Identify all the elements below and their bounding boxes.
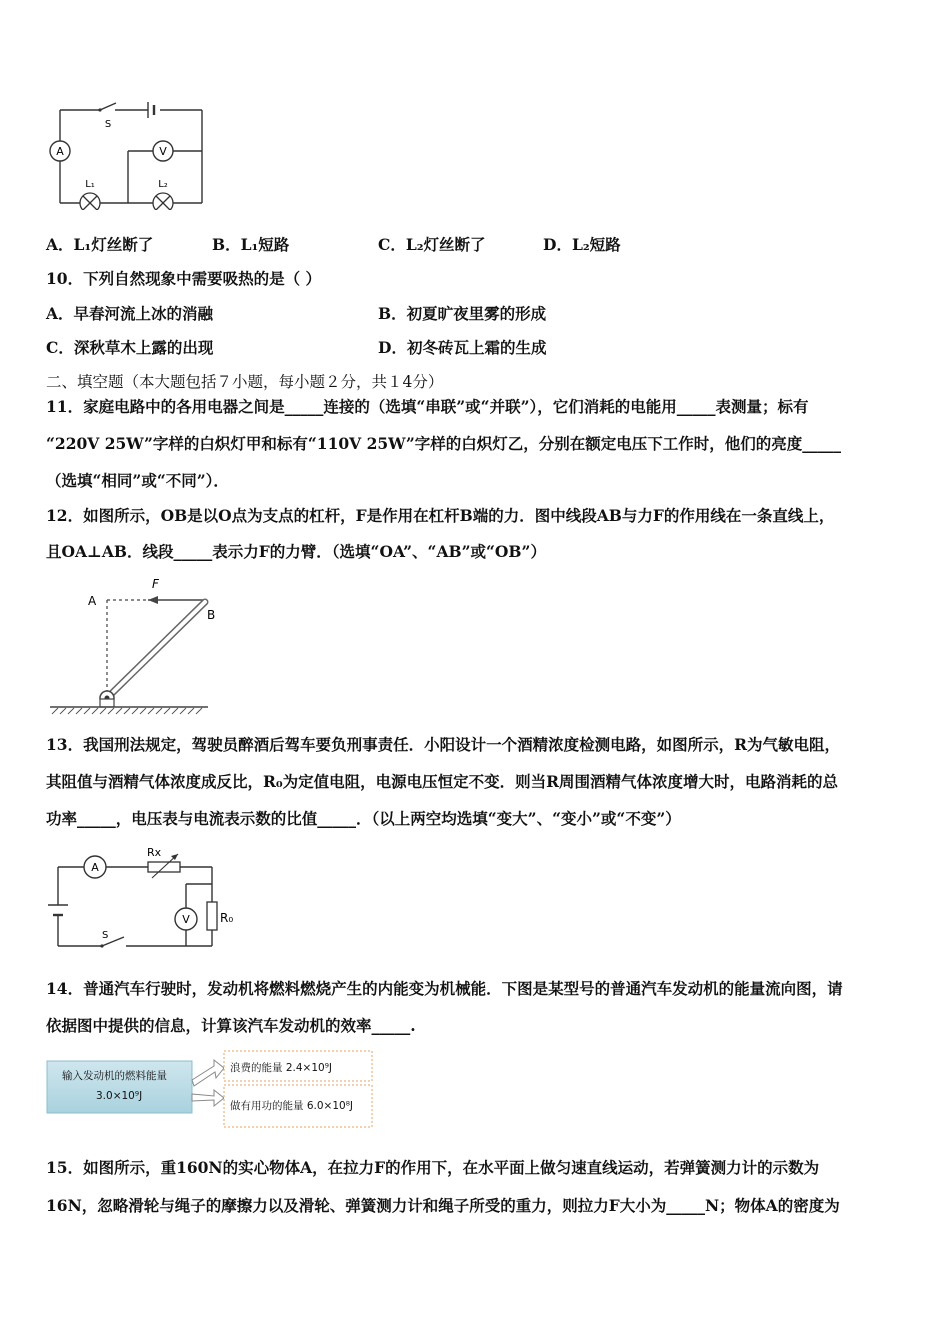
q13-line-2: 其阻值与酒精气体浓度成反比，R₀为定值电阻，电源电压恒定不变．则当R周围酒精气体浓度增大时，电路消耗的总 (46, 772, 839, 791)
voltmeter-label: V (182, 913, 190, 926)
q9-option-c: C．L₂灯丝断了 (378, 235, 486, 254)
figure-13-circuit (44, 842, 244, 952)
q9-option-b: B．L₁短路 (212, 235, 290, 254)
r0-label: R₀ (220, 911, 234, 925)
waste-arrow (192, 1060, 224, 1086)
switch-label: S (104, 119, 112, 130)
ground-hatching (52, 708, 202, 714)
q12-line-2: 且OA⊥AB．线段_____表示力F的力臂．（选填“OA”、“AB”或“OB”） (46, 542, 546, 561)
lamp-l1-label: L₁ (85, 179, 95, 190)
ammeter-label: A (91, 861, 99, 874)
q14-line-2: 依据图中提供的信息，计算该汽车发动机的效率_____. (46, 1016, 416, 1035)
r0-resistor-symbol (207, 902, 217, 930)
section-2-heading: 二、填空题（本大题包括７小题，每小题２分，共１4分） (46, 373, 444, 391)
useful-arrow (192, 1090, 224, 1106)
q15-line-1: 15．如图所示，重160N的实心物体A，在拉力F的作用下，在水平面上做匀速直线运动，若弹簧测力计的示数为 (46, 1158, 820, 1177)
lamp-l2-symbol (153, 193, 173, 210)
q9-option-a: A．L₁灯丝断了 (46, 235, 154, 254)
q11-line-3: （选填“相同”或“不同”）． (46, 471, 229, 490)
ammeter-label: A (56, 145, 64, 158)
voltmeter-label: V (159, 145, 167, 158)
switch-label: S (102, 930, 109, 941)
q14-line-1: 14．普通汽车行驶时，发动机将燃料燃烧产生的内能变为机械能．下图是某型号的普通汽车发动机的能量流向图，请 (46, 979, 843, 998)
waste-energy-label: 浪费的能量 2.4×10⁹J (230, 1062, 333, 1074)
figure-9-circuit (40, 95, 210, 210)
switch-pivot (98, 108, 101, 111)
lamp-l1-symbol (80, 193, 100, 210)
q12-line-1: 12．如图所示，OB是以O点为支点的杠杆，F是作用在杠杆B端的力．图中线段AB与力F的作用线在一条直线上， (46, 506, 835, 525)
force-f-label: F (152, 577, 159, 591)
figure-14-energy-flow (46, 1046, 376, 1132)
q11-line-1: 11．家庭电路中的各用电器之间是_____连接的（选填“串联”或“并联”），它们消耗的电能用_____表测量；标有 (46, 397, 809, 416)
point-a-label: A (88, 594, 97, 608)
q15-line-2: 16N，忽略滑轮与绳子的摩擦力以及滑轮、弹簧测力计和绳子所受的重力，则拉力F大小为_____N；物体A的密度为 (46, 1196, 840, 1215)
q10-option-c: C．深秋草木上露的出现 (46, 338, 214, 357)
q13-line-3: 功率_____，电压表与电流表示数的比值_____．（以上两空均选填“变大”、“变小”或“不变”） (46, 809, 681, 828)
q10-option-a: A．早春河流上冰的消融 (46, 304, 214, 323)
rx-label: Rx (147, 846, 162, 859)
q13-line-1: 13．我国刑法规定，驾驶员醉酒后驾车要负刑事责任．小阳设计一个酒精浓度检测电路，如图所示，R为气敏电阻， (46, 735, 840, 754)
point-b-label: B (207, 608, 216, 622)
q9-option-d: D．L₂短路 (543, 235, 621, 254)
force-arrowhead (148, 596, 158, 604)
q10-option-b: B．初夏旷夜里雾的形成 (378, 304, 547, 323)
figure-12-lever (48, 572, 228, 722)
useful-energy-label: 做有用功的能量 6.0×10⁸J (230, 1100, 354, 1112)
input-energy-label: 输入发动机的燃料能量 (62, 1070, 167, 1082)
lamp-l2-label: L₂ (158, 179, 168, 190)
input-energy-value: 3.0×10⁹J (96, 1090, 143, 1102)
q10-stem: 10．下列自然现象中需要吸热的是（ ） (46, 269, 321, 288)
q10-option-d: D．初冬砖瓦上霜的生成 (378, 338, 547, 357)
q11-line-2: “220V 25W”字样的白炽灯甲和标有“110V 25W”字样的白炽灯乙，分别在额定电压下工作时，他们的亮度_____ (46, 434, 841, 453)
